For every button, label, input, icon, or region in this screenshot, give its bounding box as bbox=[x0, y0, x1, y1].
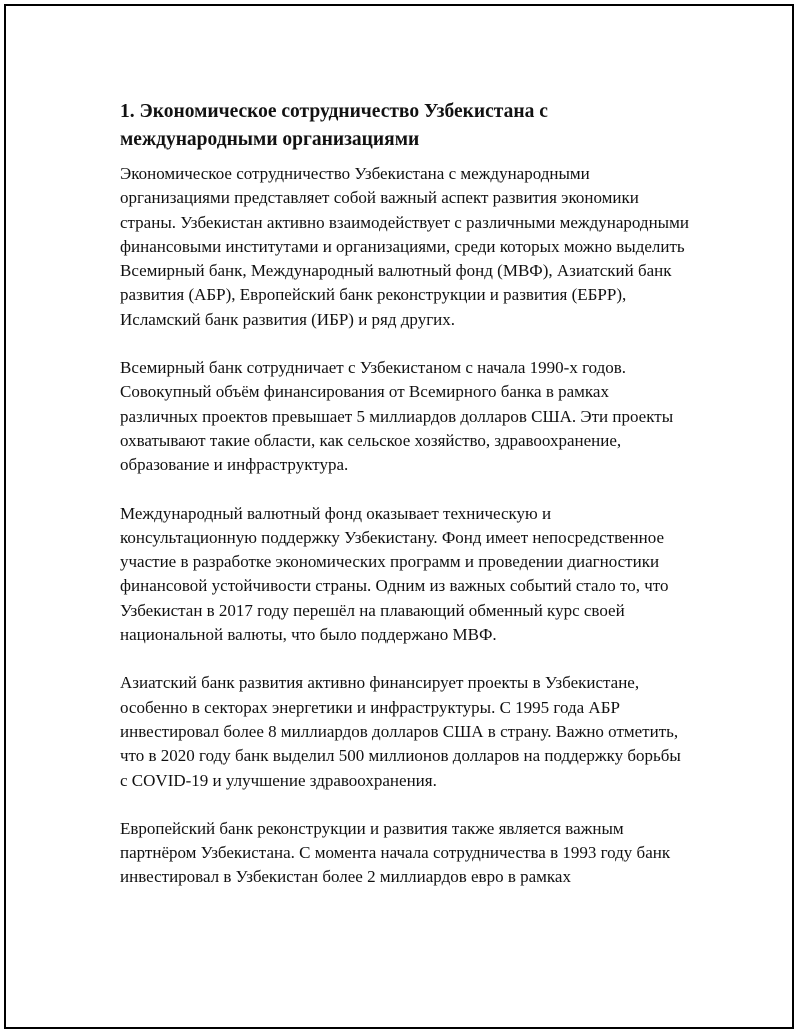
paragraph-ebrd: Европейский банк реконструкции и развития также является важным партнёром Узбекистана. С момента начала сотрудничества в 1993 году банк инвестировал в Узбекистан более 2 миллиардов евро в рамках bbox=[120, 818, 671, 887]
document-body bbox=[120, 98, 690, 914]
paragraph-adb: Азиатский банк развития активно финансирует проекты в Узбекистане, особенно в секторах энергетики и инфраструктуры. С 1995 года АБР инвестировал более 8 миллиардов долларов США в страну. Важно отметить, что в 2020 году банк выделил 500 миллионов долларов на поддержку борьбы с COVID-19 и улучшение здравоохранения. bbox=[120, 673, 681, 790]
paragraph-world-bank: Всемирный банк сотрудничает с Узбекистаном с начала 1990-х годов. Совокупный объём финансирования от Всемирного банка в рамках различных проектов превышает 5 миллиардов долларов США. Эти проекты охватывают такие области, как сельское хозяйство, здравоохранение, образование и инфраструктура. bbox=[120, 358, 674, 475]
paragraph-imf: Международный валютный фонд оказывает техническую и консультационную поддержку Узбекистану. Фонд имеет непосредственное участие в разработке экономических программ и проведении диагностики финансовой устойчивости страны. Одним из важных событий стало то, что Узбекистан в 2017 году перешёл на плавающий обменный курс своей национальной валюты, что было поддержано МВФ. bbox=[120, 503, 669, 645]
paragraph-intro: Экономическое сотрудничество Узбекистана с международными организациями представляет собой важный аспект развития экономики страны. Узбекистан активно взаимодействует с различными международными финансовыми институтами и организациями, среди которых можно выделить Всемирный банк, Международный валютный фонд (МВФ), Азиатский банк развития (АБР), Европейский банк реконструкции и развития (ЕБРР), Исламский банк развития (ИБР) и ряд других. bbox=[120, 164, 689, 329]
section-heading: 1. Экономическое сотрудничество Узбекистана с международными организациями bbox=[120, 101, 548, 150]
document-page bbox=[4, 4, 794, 1029]
